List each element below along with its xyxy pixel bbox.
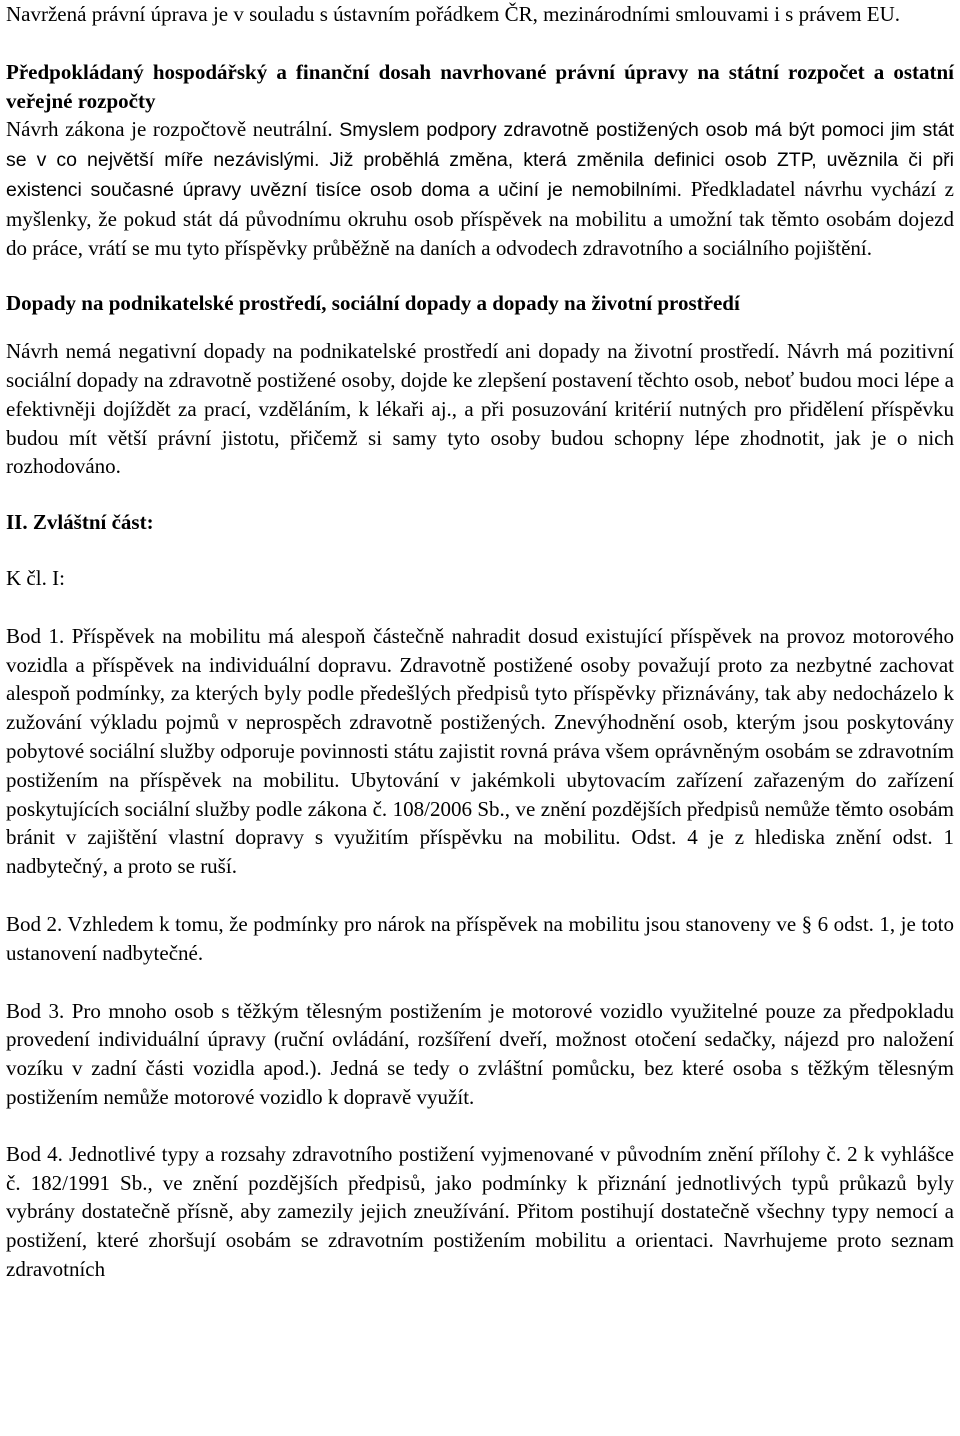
paragraph-constitutional-compliance: Navržená právní úprava je v souladu s ústavním pořádkem ČR, mezinárodními smlouvami i s právem EU. [6, 2, 901, 26]
paragraph-budget-impact [6, 115, 954, 262]
paragraph-bod-3: Bod 3. Pro mnoho osob s těžkým tělesným postižením je motorové vozidlo využitelné pouze za předpokladu provedení individuální úpravy (ruční ovládání, rozšíření dveří, možnost otočení sedačky, nájezd pro naložení vozíku v zadní části vozidla apod.). Jedná se tedy o zvláštní pomůcku, bez které osoba s těžkým tělesným postižením nemůže motorové vozidlo k dopravě využít. [6, 998, 954, 1109]
document-page [6, 0, 954, 1284]
paragraph-bod-2: Bod 2. Vzhledem k tomu, že podmínky pro nárok na příspěvek na mobilitu jsou stanoveny ve § 6 odst. 1, je toto ustanovení nadbytečné. [6, 911, 954, 965]
budget-neutral-text: Návrh zákona je rozpočtově neutrální. [6, 117, 340, 142]
heading-business-social-environment: Dopady na podnikatelské prostředí, sociální dopady a dopady na životní prostředí [6, 291, 740, 316]
paragraph-bod-4: Bod 4. Jednotlivé typy a rozsahy zdravotního postižení vyjmenované v původním znění přílohy č. 2 k vyhlášce č. 182/1991 Sb., ve znění pozdějších předpisů, jako podmínky k přiznání jednotlivých typů průkazů byly vybrány dostatečně přísně, aby zamezily jejich zneužívání. Přitom postihují dostatečně všechny typy nemocí a postižení, které zhoršují osobám se zdravotním postižením mobilitu a orientaci. Navrhujeme proto seznam zdravotních [6, 1141, 954, 1281]
support-purpose-text: Smyslem podpory zdravotně postižených osob má být pomoci jim stát se v co největší míře nezávislými. Již proběhlá změna, která změnila definici osob ZTP, uvěznila či při existenci současné úpravy uvězní tisíce osob doma a učiní je nemobilními. [6, 119, 954, 201]
paragraph-bod-1: Bod 1. Příspěvek na mobilitu má alespoň částečně nahradit dosud existující příspěvek na provoz motorového vozidla a příspěvek na individuální dopravu. Zdravotně postižené osoby považují proto za nezbytné zachovat alespoň podmínky, za kterých byly podle předešlých předpisů tyto příspěvky přiznávány, tak aby nedocházelo k zužování výkladu pojmů v neprospěch zdravotně postižených. Znevýhodnění osob, kterým jsou poskytovány pobytové sociální služby odporuje povinnosti státu zajistit rovná práva všem oprávněným osobám se zdravotním postižením na příspěvek na mobilitu. Ubytování v jakémkoli ubytovacím zařízení zařazeným do zařízení poskytujících sociální služby podle zákona č. 108/2006 Sb., ve znění pozdějších předpisů nemůže těmto osobám bránit v zajištění vlastní dopravy s využitím příspěvku na mobilitu. Odst. 4 je z hlediska znění odst. 1 nadbytečný, a proto se ruší. [6, 623, 954, 879]
subheading-article-i: K čl. I: [6, 565, 65, 590]
heading-budget-impact: Předpokládaný hospodářský a finanční dosah navrhované právní úpravy na státní rozpočet a ostatní veřejné rozpočty [6, 59, 954, 113]
paragraph-social-impacts: Návrh nemá negativní dopady na podnikatelské prostředí ani dopady na životní prostředí. Návrh má pozitivní sociální dopady na zdravotně postižené osoby, dojde ke zlepšení postavení těchto osob, neboť budou moci lépe a efektivněji dojíždět za prací, vzděláním, k lékaři aj., a při posuzování kritérií nutných pro přidělení příspěvku budou mít větší právní jistotu, přičemž si samy tyto osoby budou schopny lépe zhodnotit, jak je o nich rozhodováno. [6, 339, 954, 479]
heading-special-part: II. Zvláštní část: [6, 510, 154, 535]
proposer-rationale-text: Předkladatel návrhu vychází z myšlenky, že pokud stát dá původnímu okruhu osob příspěvek na mobilitu a umožní tak těmto osobám dojezd do práce, vrátí se mu tyto příspěvky průběžně na daních a odvodech zdravotního a sociálního pojištění. [6, 176, 954, 260]
